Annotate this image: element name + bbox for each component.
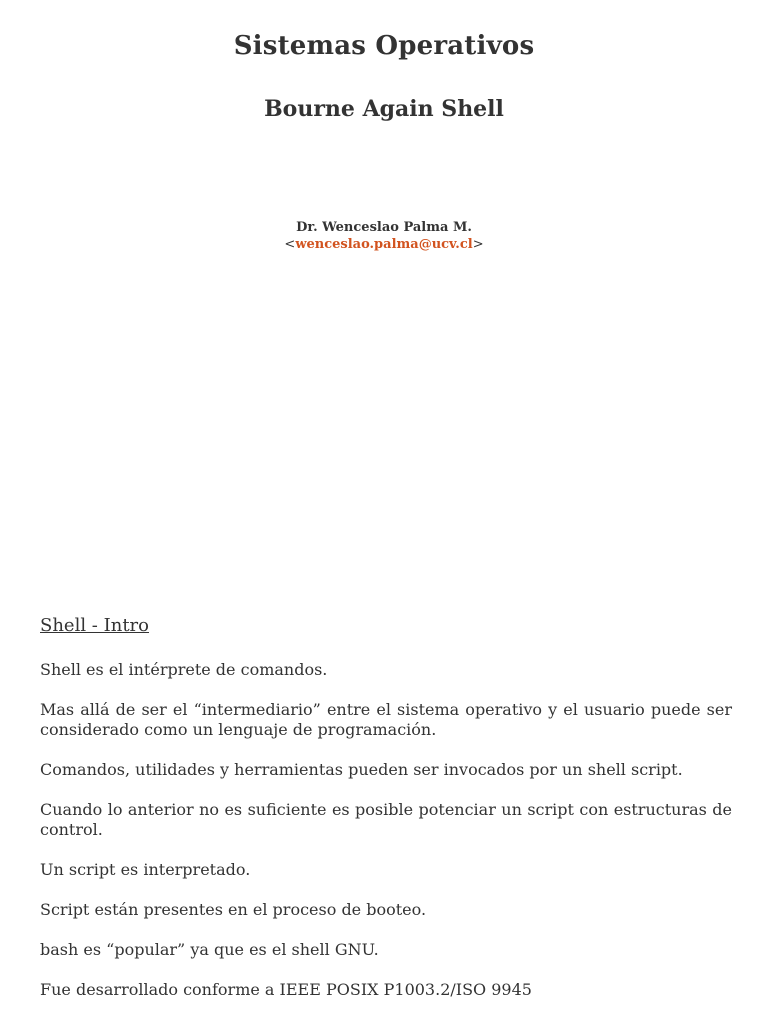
email-open-bracket: < (284, 237, 296, 252)
paragraph: Shell es el intérprete de comandos. (40, 660, 328, 679)
paragraph: Script están presentes en el proceso de booteo. (40, 900, 427, 919)
author-email-line (0, 236, 768, 253)
author-name: Dr. Wenceslao Palma M. (296, 220, 472, 235)
author-email-link[interactable]: wenceslao.palma@ucv.cl (295, 237, 473, 252)
author-block (0, 219, 768, 253)
section-heading: Shell - Intro (40, 615, 149, 636)
paragraph: Mas allá de ser el “intermediario” entre el sistema operativo y el usuario puede ser considerado como un lenguaje de programación. (40, 700, 732, 739)
paragraph: Cuando lo anterior no es suficiente es posible potenciar un script con estructuras de control. (40, 800, 732, 839)
document-title: Sistemas Operativos (233, 31, 535, 61)
paragraph: Un script es interpretado. (40, 860, 251, 879)
section-shell-intro (40, 614, 732, 1020)
email-close-bracket: > (472, 237, 484, 252)
paragraph: Fue desarrollado conforme a IEEE POSIX P1003.2/ISO 9945 (40, 980, 532, 999)
document-subtitle: Bourne Again Shell (264, 96, 504, 122)
paragraph: Comandos, utilidades y herramientas pueden ser invocados por un shell script. (40, 760, 683, 779)
paragraph: bash es “popular” ya que es el shell GNU. (40, 940, 379, 959)
